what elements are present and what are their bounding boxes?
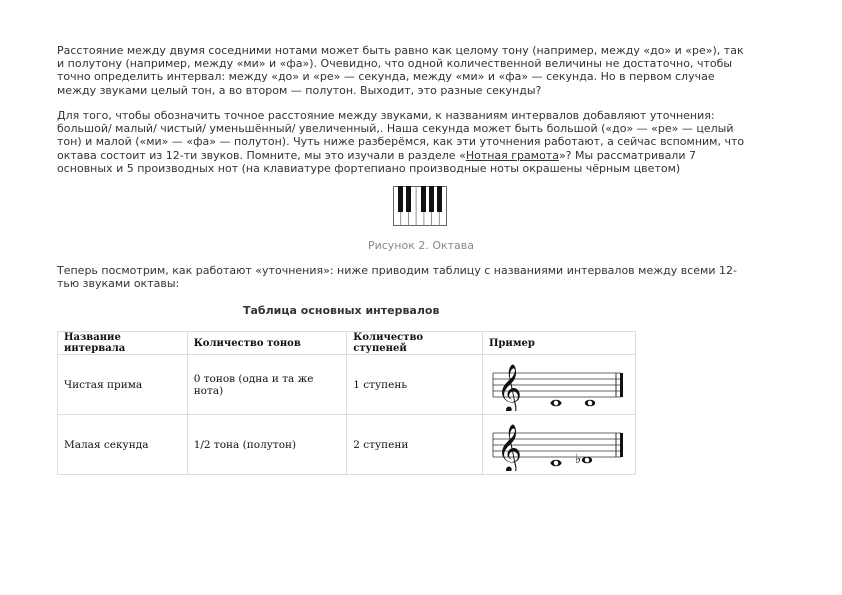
interval-tones: 1/2 тона (полутон) — [187, 415, 347, 475]
notation-link[interactable]: Нотная грамота — [465, 148, 559, 162]
table-header-row — [58, 332, 636, 355]
column-header: Пример — [482, 332, 635, 355]
interval-tones: 0 тонов (одна и та же нота) — [187, 355, 347, 415]
text-line: Теперь посмотрим, как работают «уточнения»: ниже приводим таблицу с названиями интервалов между всеми 12- — [57, 264, 737, 277]
interval-steps: 1 ступень — [347, 355, 483, 415]
interval-name: Малая секунда — [58, 415, 188, 475]
interval-example — [482, 415, 635, 475]
text-line: октава состоит из 12-ти звуков. Помните, мы это изучали в разделе « — [57, 148, 466, 162]
paragraph-intro — [57, 44, 782, 97]
treble-clef-icon: 𝄞 — [496, 362, 522, 411]
figure-caption: Рисунок 2. Октава — [367, 239, 475, 252]
flat-sign-icon: ♭ — [574, 451, 582, 467]
paragraph-table-intro — [57, 264, 782, 290]
table-row — [58, 415, 636, 475]
staff-example-prima — [489, 359, 629, 411]
column-header: Количество ступеней — [347, 332, 483, 355]
column-header: Количество тонов — [187, 332, 347, 355]
intervals-table — [57, 331, 636, 475]
piano-octave-image — [393, 186, 447, 226]
paragraph-refinements — [57, 109, 782, 175]
text-line: тон) и малой («ми» — «фа» — полутон). Чуть ниже разберёмся, как эти уточнения работают, а сейчас вспомним, что — [57, 135, 745, 149]
table-title: Таблица основных интервалов — [243, 304, 440, 317]
text-line: большой/ малый/ чистый/ уменьшённый/ увеличенный,. Наша секунда может быть большой («до» — «ре» — целый — [57, 122, 734, 136]
text-line: тью звуками октавы: — [57, 277, 180, 291]
text-line: »? Мы рассматривали 7 — [558, 148, 696, 162]
text-line: Для того, чтобы обозначить точное расстояние между звуками, к названиям интервалов добавляют уточнения: — [57, 109, 715, 122]
interval-name: Чистая прима — [58, 355, 188, 415]
interval-example — [482, 355, 635, 415]
treble-clef-icon: 𝄞 — [496, 422, 522, 471]
text-line: основных и 5 производных нот (на клавиатуре фортепиано производные ноты окрашены чёрным цветом) — [57, 161, 681, 175]
interval-steps: 2 ступени — [347, 415, 483, 475]
text-line: точно определить интервал: между «до» и «ре» — секунда, между «ми» и «фа» — секунда. Но в первом случае — [57, 70, 715, 84]
text-line: Расстояние между двумя соседними нотами может быть равно как целому тону (например, между «до» и «ре»), так — [57, 44, 744, 57]
text-line: и полутону (например, между «ми» и «фа»). Очевидно, что одной количественной величины не достаточно, чтобы — [57, 57, 733, 71]
column-header: Название интервала — [58, 332, 188, 355]
text-line: между звуками целый тон, а во втором — полутон. Выходит, это разные секунды? — [57, 83, 542, 97]
table-row — [58, 355, 636, 415]
staff-example-minor-second — [489, 419, 629, 471]
